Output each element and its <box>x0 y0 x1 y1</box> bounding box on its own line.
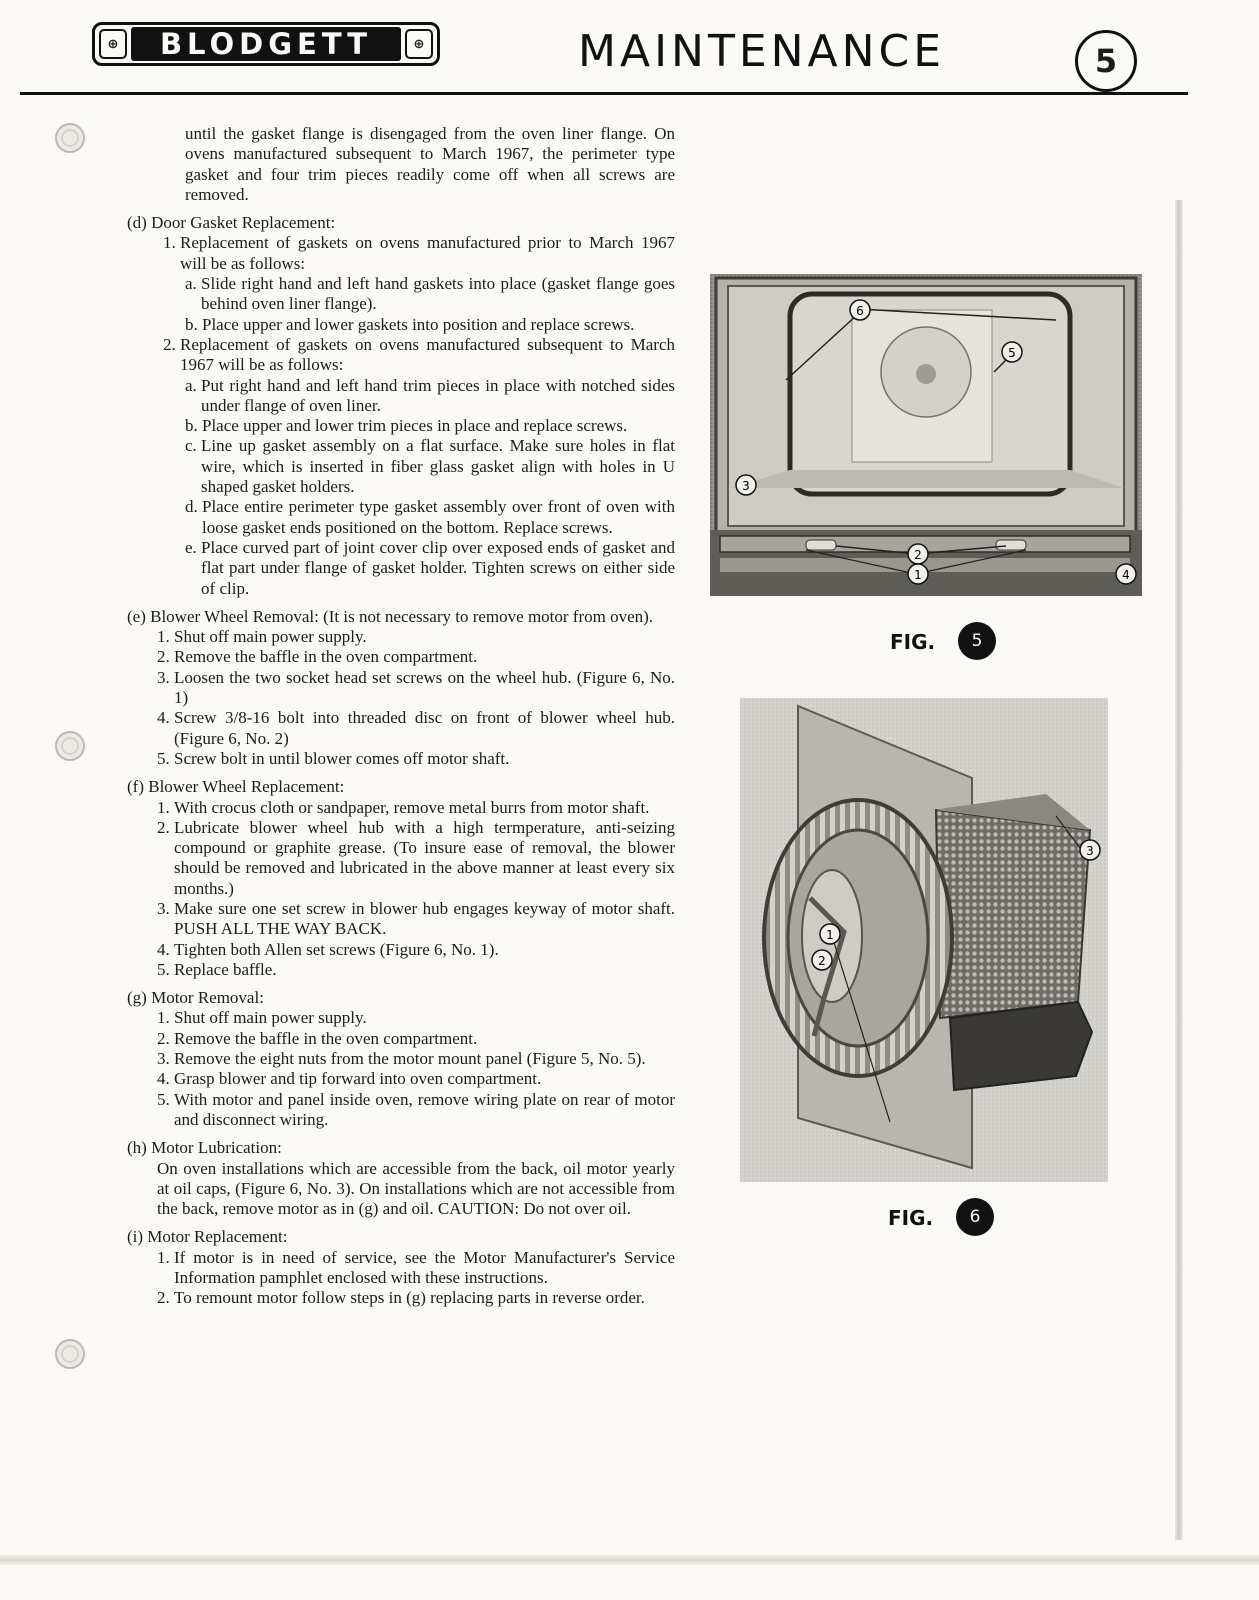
list-item: d. Place entire perimeter type gasket assembly over front of oven with loose gasket ends positioned on the bottom. Replace screws. <box>185 497 675 537</box>
section-e-heading: (e) Blower Wheel Removal: (It is not necessary to remove motor from oven). <box>127 606 654 626</box>
list-item: b. Place upper and lower gaskets into position and replace screws. <box>185 314 635 334</box>
list-item: 1. Replacement of gaskets on ovens manufactured prior to March 1967 will be as follows: <box>163 233 675 273</box>
section-h-heading: (h) Motor Lubrication: <box>127 1138 282 1158</box>
svg-text:6: 6 <box>856 304 864 318</box>
figure-5-oven-interior-photo <box>710 274 1142 596</box>
figure-6-blower-assembly-photo <box>740 698 1108 1182</box>
callout-6 <box>850 300 870 320</box>
figure-6-label: FIG. <box>888 1206 934 1230</box>
list-item: b. Place upper and lower trim pieces in place and replace screws. <box>185 416 628 436</box>
svg-text:3: 3 <box>742 479 750 493</box>
scan-edge-bottom <box>0 1555 1259 1565</box>
svg-text:2: 2 <box>914 548 922 562</box>
figure-5-number: 5 <box>958 622 996 660</box>
svg-text:3: 3 <box>1086 844 1094 858</box>
list-item: 4. Grasp blower and tip forward into oven compartment. <box>157 1069 542 1089</box>
callout-3 <box>1080 840 1100 860</box>
logo-text: BLODGETT <box>131 27 401 61</box>
page-number: 5 <box>1075 30 1137 92</box>
list-item: 5. Screw bolt in until blower comes off motor shaft. <box>157 748 510 768</box>
callout-4 <box>1116 564 1136 584</box>
list-item: 4. Screw 3/8-16 bolt into threaded disc on front of blower wheel hub. (Figure 6, No. 2) <box>157 708 675 748</box>
list-item: e. Place curved part of joint cover clip over exposed ends of gasket and flat part under flange of gasket holder. Tighten screws on either side of clip. <box>185 537 675 598</box>
list-item: 1. Shut off main power supply. <box>157 627 367 647</box>
maintenance-text-column <box>127 124 675 1309</box>
list-item: 2. To remount motor follow steps in (g) replacing parts in reverse order. <box>157 1288 645 1308</box>
list-item: a. Slide right hand and left hand gaskets into place (gasket flange goes behind oven liner flange). <box>185 274 675 314</box>
callout-2 <box>908 544 928 564</box>
punch-hole-middle <box>52 728 88 764</box>
svg-text:1: 1 <box>826 928 834 942</box>
list-item: 1. With crocus cloth or sandpaper, remove metal burrs from motor shaft. <box>157 797 650 817</box>
list-item: 2. Replacement of gaskets on ovens manufactured subsequent to March 1967 will be as follows: <box>163 334 675 375</box>
list-item: a. Put right hand and left hand trim pieces in place with notched sides under flange of oven liner. <box>185 375 675 415</box>
punch-hole-bottom <box>52 1336 88 1372</box>
list-item: c. Line up gasket assembly on a flat surface. Make sure holes in flat wire, which is inserted in fiber glass gasket align with holes in U shaped gasket holders. <box>185 436 675 497</box>
list-item: 4. Tighten both Allen set screws (Figure 6, No. 1). <box>157 939 499 959</box>
svg-text:2: 2 <box>818 954 826 968</box>
section-f-heading: (f) Blower Wheel Replacement: <box>127 777 345 797</box>
list-item: 3. Remove the eight nuts from the motor mount panel (Figure 5, No. 5). <box>157 1049 646 1069</box>
callout-1 <box>908 564 928 584</box>
list-item: 3. Make sure one set screw in blower hub engages keyway of motor shaft. PUSH ALL THE WAY BACK. <box>157 898 675 939</box>
callout-1 <box>820 924 840 944</box>
svg-text:4: 4 <box>1122 568 1130 582</box>
callout-5 <box>1002 342 1022 362</box>
page-header <box>0 0 1259 100</box>
section-title: MAINTENANCE <box>578 26 946 77</box>
list-item: 5. Replace baffle. <box>157 959 277 979</box>
blodgett-logo <box>92 22 440 66</box>
figure-5-label: FIG. <box>890 630 936 654</box>
list-item: 2. Lubricate blower wheel hub with a high termperature, anti-seizing compound or graphite grease. (To insure ease of removal, the blower should be removed and lubricated in the above manner at least every six months.) <box>157 817 675 898</box>
list-item: 2. Remove the baffle in the oven compartment. <box>157 647 478 667</box>
callout-2 <box>812 950 832 970</box>
section-i-heading: (i) Motor Replacement: <box>127 1227 288 1247</box>
figure-6-number: 6 <box>956 1198 994 1236</box>
header-rule <box>20 92 1188 95</box>
scan-edge-right <box>1175 200 1183 1540</box>
logo-right-emblem: ⊕ <box>405 29 433 59</box>
list-item: 1. If motor is in need of service, see the Motor Manufacturer's Service Information pamphlet enclosed with these instructions. <box>157 1247 675 1288</box>
list-item: 3. Loosen the two socket head set screws on the wheel hub. (Figure 6, No. 1) <box>157 667 675 708</box>
list-item: 5. With motor and panel inside oven, remove wiring plate on rear of motor and disconnect wiring. <box>157 1089 675 1129</box>
continued-paragraph: until the gasket flange is disengaged from the oven liner flange. On ovens manufactured subsequent to March 1967, the perimeter type gasket and four trim pieces readily come off when all screws are removed. <box>185 124 675 204</box>
section-g-heading: (g) Motor Removal: <box>127 988 264 1008</box>
logo-left-emblem: ⊕ <box>99 29 127 59</box>
svg-text:1: 1 <box>914 568 922 582</box>
list-item: 1. Shut off main power supply. <box>157 1008 367 1028</box>
list-item: 2. Remove the baffle in the oven compartment. <box>157 1028 478 1048</box>
callout-3 <box>736 475 756 495</box>
svg-text:5: 5 <box>1008 346 1016 360</box>
punch-hole-top <box>52 120 88 156</box>
section-h-text: On oven installations which are accessible from the back, oil motor yearly at oil caps, (Figure 6, No. 3). On installations which are not accessible from the back, remove motor as in (g) and oil. CAUTION: Do not over oil. <box>157 1158 675 1219</box>
section-d-heading: (d) Door Gasket Replacement: <box>127 213 336 233</box>
